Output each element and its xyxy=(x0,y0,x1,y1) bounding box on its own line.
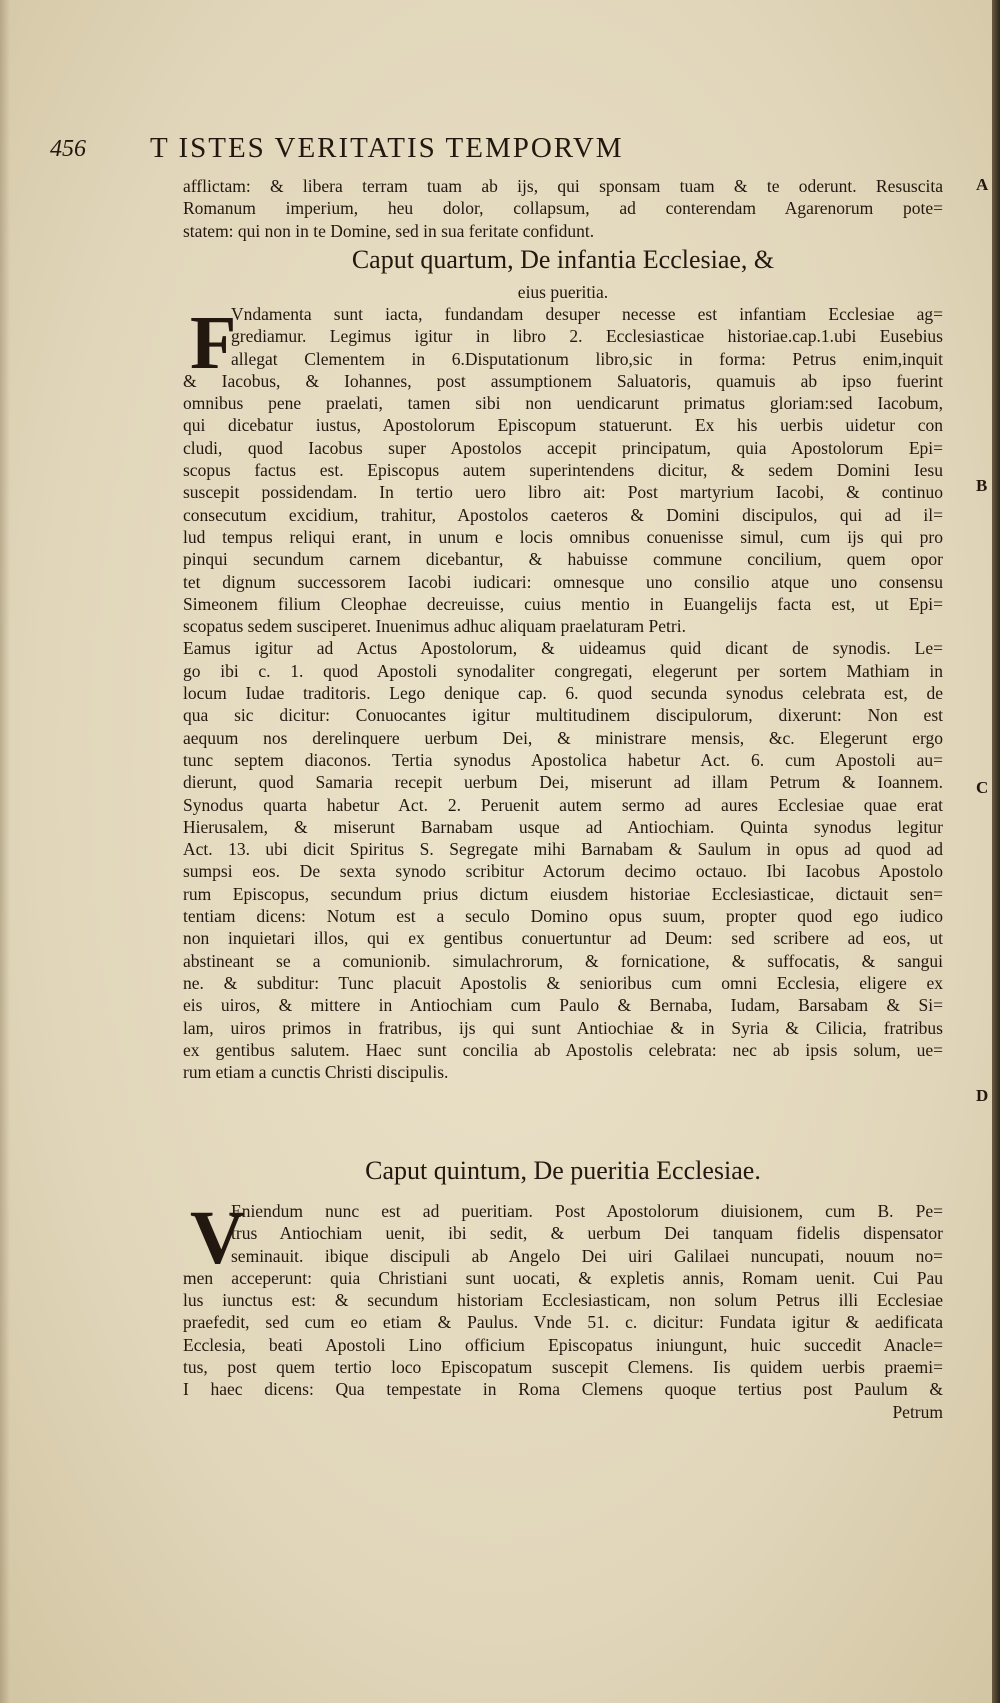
text-line: omnibus pene praelati, tamen sibi non uendicarunt primatus gloriam:sed Iacobum, xyxy=(183,393,943,414)
chapter4-subheading: eius pueritia. xyxy=(517,282,609,302)
text-line: abstineant se a comunionib. simulachrorum, & fornicatione, & suffocatis, & sangui xyxy=(183,950,943,971)
text-line: lam, uiros primos in fratribus, ijs qui sunt Antiochiae & in Syria & Cilicia, fratribus xyxy=(183,1017,943,1038)
text-line: men acceperunt: quia Christiani sunt uocati, & expletis annis, Romam uenit. Cui Pau xyxy=(183,1267,943,1288)
text-line: Act. 13. ubi dicit Spiritus S. Segregate mihi Barnabam & Saulum in opus ad quod ad xyxy=(183,839,943,860)
text-line: eis uiros, & mittere in Antiochiam cum Paulo & Bernaba, Iudam, Barsabam & Si= xyxy=(183,995,943,1016)
text-line: scopatus sedem susciperet. Inuenimus adhuc aliquam praelaturam Petri. xyxy=(183,616,686,637)
text-line: sumpsi eos. De sexta synodo scribitur Actorum decimo octauo. Ibi Iacobus Apostolo xyxy=(183,861,943,882)
text-line: afflictam: & libera terram tuam ab ijs, qui sponsam tuam & te oderunt. Resuscita xyxy=(183,176,943,196)
text-line: Vndamenta sunt iacta, fundandam desuper necesse est infantiam Ecclesiae ag= xyxy=(231,304,943,324)
text-line: tunc septem diaconos. Tertia synodus Apostolica habetur Act. 6. cum Apostoli au= xyxy=(183,749,943,770)
text-line: suscepit possidendam. In tertio uero libro ait: Post martyrium Iacobi, & continuo xyxy=(183,482,943,503)
text-line: Ecclesia, beati Apostoli Lino officium Episcopatus iniungunt, huic succedit Anacle= xyxy=(183,1334,943,1355)
text-line: tentiam dicens: Notum est a seculo Domino opus suum, propter quod ego iudico xyxy=(183,906,943,927)
chapter4-body xyxy=(183,303,943,1083)
text-line: statem: qui non in te Domine, sed in sua feritate confidunt. xyxy=(183,220,595,241)
text-line: qua sic dicitur: Conuocantes igitur multitudinem discipulorum, dixerunt: Non est xyxy=(183,705,943,726)
text-line: scopus factus est. Episcopus autem superintendens dicitur, & sedem Domini Iesu xyxy=(183,460,943,481)
text-line: allegat Clementem in 6.Disputationum libro,sic in forma: Petrus enim,inquit xyxy=(231,348,943,369)
margin-letter-d: D xyxy=(976,1086,989,1105)
text-line: ex gentibus salutem. Haec sunt concilia ab Apostolis celebrata: nec ab ipsis solum, ue= xyxy=(183,1039,943,1060)
text-line: non inquietari illos, qui ex gentibus conuertuntur ad Deum: sed scribere ad eos, ut xyxy=(183,928,943,949)
margin-letter-c: C xyxy=(976,778,989,797)
text-line: Romanum imperium, heu dolor, collapsum, ad conterendam Agarenorum pote= xyxy=(183,198,943,219)
text-line: Simeonem filium Cleophae decreuisse, cuius mentio in Euangelijs facta est, ut Epi= xyxy=(183,593,943,614)
text-line: consecutum excidium, trahitur, Apostolos caeteros & Domini discipulos, qui ad il= xyxy=(183,504,943,525)
text-line: cludi, quod Iacobus super Apostolos accepit principatum, quia Apostolorum Epi= xyxy=(183,437,943,458)
text-line: & Iacobus, & Iohannes, post assumptionem Saluatoris, quamuis ab ipso fuerint xyxy=(183,370,943,391)
paragraph-top xyxy=(183,175,943,242)
running-title: T ISTES VERITATIS TEMPORVM xyxy=(150,132,624,164)
text-line: Synodus quarta habetur Act. 2. Peruenit autem sermo ad aures Ecclesiae quae erat xyxy=(183,794,943,815)
margin-letter-a: A xyxy=(976,175,989,194)
text-line: seminauit. ibique discipuli ab Angelo Dei uiri Galilaei nuncupati, nouum no= xyxy=(231,1245,943,1266)
text-line: qui dicebatur iustus, Apostolorum Episcopum statuerunt. Ex his uerbis uidetur con xyxy=(183,415,943,436)
text-line: tet dignum successorem Iacobi iudicari: omnesque uno consilio atque uno consensu xyxy=(183,571,943,592)
page-number: 456 xyxy=(50,136,86,162)
page-edge-right xyxy=(992,0,1000,1703)
text-line: Petrum xyxy=(892,1401,943,1422)
text-line: grediamur. Legimus igitur in libro 2. Ecclesiasticae historiae.cap.1.ubi Eusebius xyxy=(231,326,943,347)
text-line: ne. & subditur: Tunc placuit Apostolis & senioribus cum omni Ecclesia, eligere ex xyxy=(183,972,943,993)
text-line: praefedit, sed cum eo etiam & Paulus. Vnde 51. c. dicitur: Fundata igitur & aedificata xyxy=(183,1312,943,1333)
page-header xyxy=(50,132,950,166)
text-line: trus Antiochiam uenit, ibi sedit, & uerbum Dei tanquam fidelis dispensator xyxy=(231,1223,943,1244)
chapter4-heading: Caput quartum, De infantia Ecclesiae, & xyxy=(351,245,775,274)
chapter4-dropcap: F xyxy=(190,301,237,385)
text-line: rum Episcopus, secundum prius dictum eiusdem historiae Ecclesiasticae, dictauit sen= xyxy=(183,883,943,904)
text-line: lud tempus reliqui erant, in unum e locis omnibus conuenisse simul, cum ijs qui pro xyxy=(183,526,943,547)
text-line: pinqui secundum carnem dicebantur, & habuisse commune concilium, quem opor xyxy=(183,549,943,570)
text-line: lus iunctus est: & secundum historiam Ecclesiasticam, non solum Petrus illi Ecclesiae xyxy=(183,1290,943,1311)
text-line: Eamus igitur ad Actus Apostolorum, & uideamus quid dicant de synodis. Le= xyxy=(183,638,943,659)
chapter5-heading: Caput quintum, De pueritia Ecclesiae. xyxy=(365,1156,761,1185)
text-line: dierunt, quod Samaria recepit uerbum Dei, miserunt ad illam Petrum & Ioannem. xyxy=(183,772,943,793)
text-line: tus, post quem tertio loco Episcopatum suscepit Clemens. Iis quidem uerbis praemi= xyxy=(183,1357,943,1378)
chapter5-body xyxy=(183,1196,943,1423)
text-line: go ibi c. 1. quod Apostoli synodaliter congregati, elegerunt per sortem Mathiam in xyxy=(183,660,943,681)
text-line: I haec dicens: Qua tempestate in Roma Clemens quoque tertius post Paulum & xyxy=(183,1379,943,1400)
text-line: Eniendum nunc est ad pueritiam. Post Apostolorum diuisionem, cum B. Pe= xyxy=(231,1201,943,1221)
text-line: aequum nos derelinquere uerbum Dei, & ministrare mensis, &c. Elegerunt ergo xyxy=(183,727,943,748)
chapter5-dropcap: V xyxy=(190,1196,245,1280)
text-line: Hierusalem, & miserunt Barnabam usque ad Antiochiam. Quinta synodus legitur xyxy=(183,816,943,837)
text-line: locum Iudae traditoris. Lego denique cap. 6. quod secunda synodus celebrata est, de xyxy=(183,683,943,704)
page-shadow-left xyxy=(0,0,10,1703)
text-line: rum etiam a cunctis Christi discipulis. xyxy=(183,1062,449,1083)
margin-letter-b: B xyxy=(976,476,988,495)
